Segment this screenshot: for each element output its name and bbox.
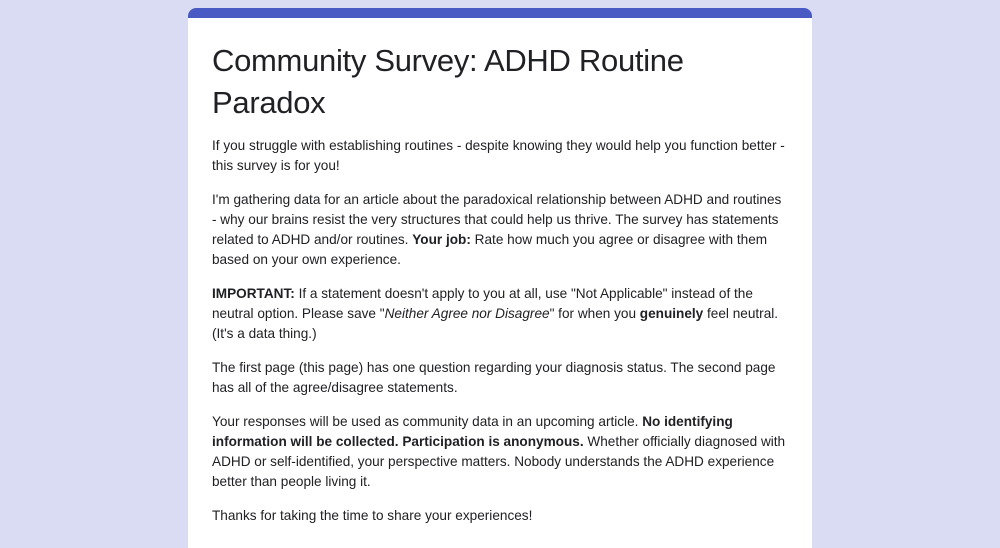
privacy-paragraph (212, 412, 788, 492)
important-label: IMPORTANT: (212, 286, 295, 301)
genuinely-emphasis: genuinely (639, 306, 704, 321)
important-text-3: feel neutral. (It's a data thing.) (212, 306, 779, 341)
purpose-paragraph (212, 190, 788, 270)
important-text-1: If a statement doesn't apply to you at all, use "Not Applicable" instead of the neutral option. Please save " (212, 286, 753, 321)
privacy-text-2: Whether officially diagnosed with ADHD or self-identified, your perspective matters. Nobody understands the ADHD experience better than people living it. (212, 434, 786, 489)
form-description (188, 18, 812, 526)
your-job-label: Your job: (412, 232, 471, 247)
privacy-text-1: Your responses will be used as community data in an upcoming article. (212, 414, 643, 429)
thanks-paragraph: Thanks for taking the time to share your experiences! (212, 508, 533, 523)
intro-paragraph: If you struggle with establishing routines - despite knowing they would help you function better - this survey is for you! (212, 138, 785, 173)
accent-bar (188, 8, 812, 18)
important-paragraph (212, 284, 788, 344)
form-header-card (188, 8, 812, 548)
form-title: Community Survey: ADHD Routine Paradox (212, 43, 684, 120)
neutral-option-name: Neither Agree nor Disagree (384, 306, 550, 321)
purpose-text-1: I'm gathering data for an article about the paradoxical relationship between ADHD and routines - why our brains resist the very structures that could help us thrive. The survey has statements related to ADHD and/or routines. (212, 192, 782, 247)
purpose-text-2: Rate how much you agree or disagree with them based on your own experience. (212, 232, 768, 267)
anonymity-statement: No identifying information will be collected. Participation is anonymous. (212, 414, 733, 449)
important-text-2: " for when you (549, 306, 640, 321)
pages-paragraph: The first page (this page) has one question regarding your diagnosis status. The second page has all of the agree/disagree statements. (212, 360, 776, 395)
